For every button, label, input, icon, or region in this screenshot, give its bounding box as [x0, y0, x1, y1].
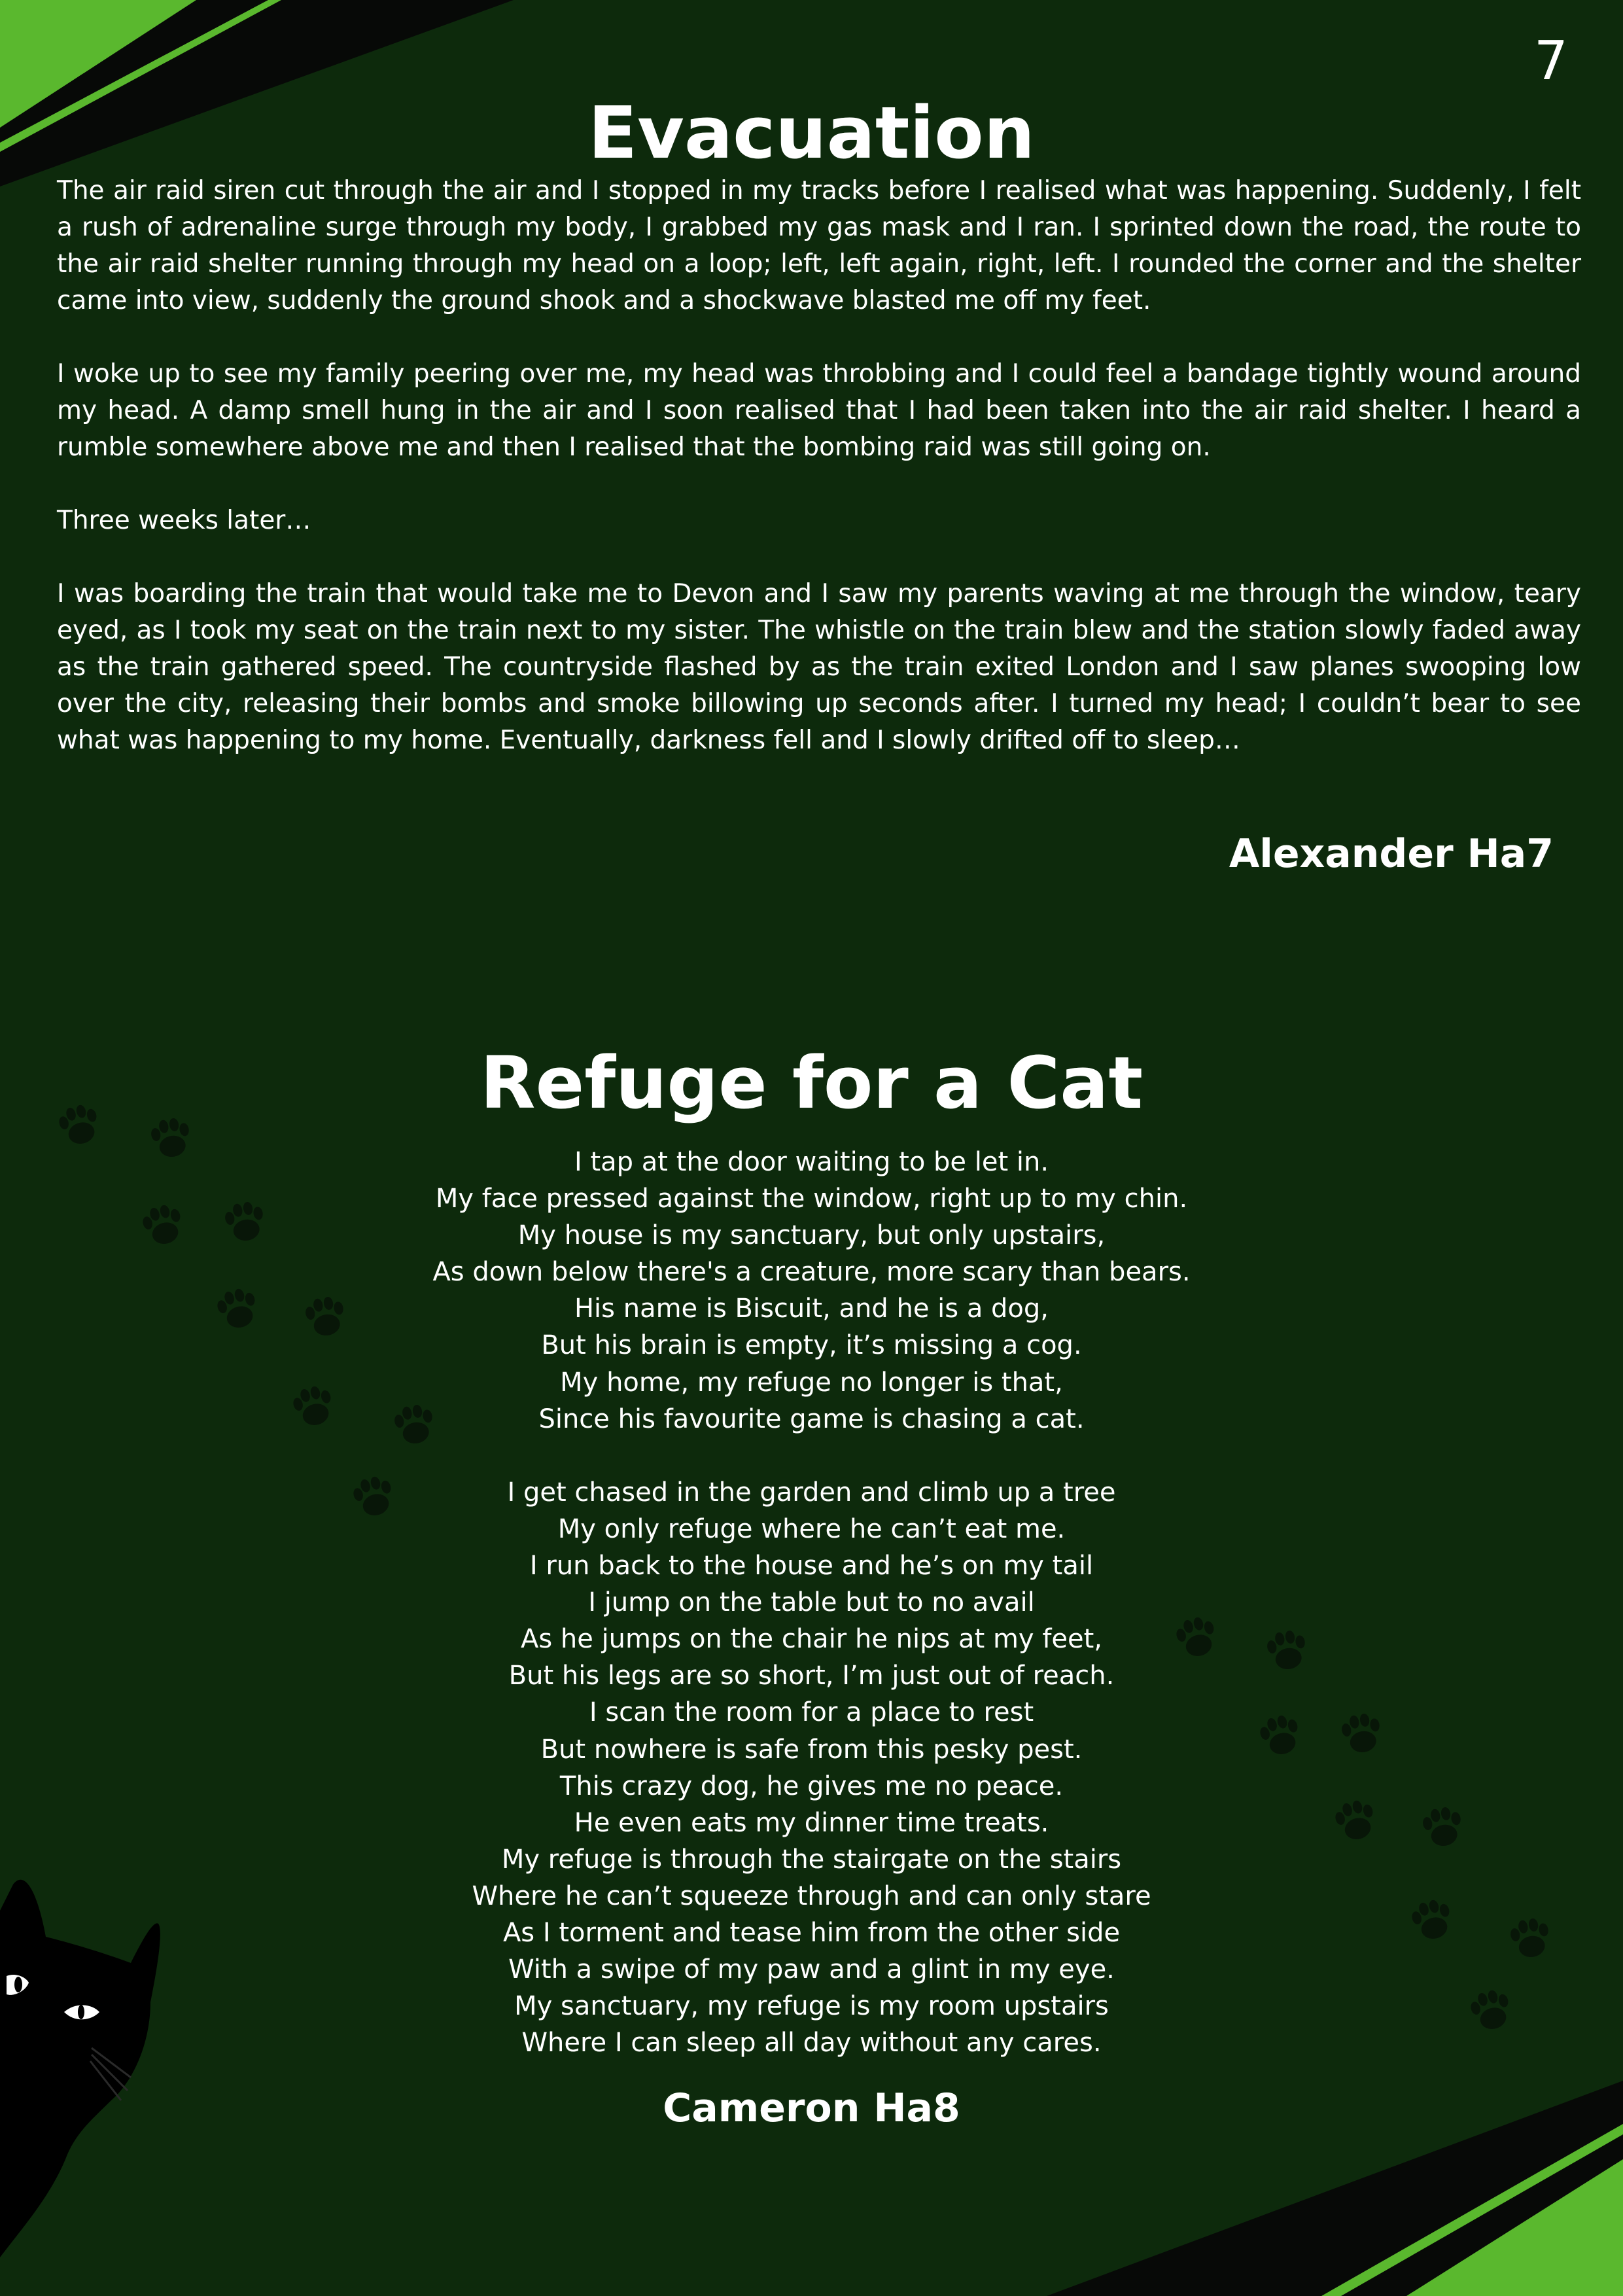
- evacuation-author: Alexander Ha7: [1229, 831, 1554, 877]
- poem-line: As I torment and tease him from the other side: [502, 1917, 1121, 1948]
- poem-line: Since his favourite game is chasing a cat.: [538, 1404, 1085, 1434]
- poem-line: Where he can’t squeeze through and can only stare: [472, 1881, 1151, 1911]
- poem-line: I get chased in the garden and climb up a tree: [507, 1477, 1116, 1508]
- poem-line: I run back to the house and he’s on my tail: [529, 1551, 1094, 1581]
- poem-line: His name is Biscuit, and he is a dog,: [574, 1294, 1049, 1324]
- poem-line: My refuge is through the stairgate on the stairs: [501, 1844, 1122, 1875]
- poem-line: He even eats my dinner time treats.: [574, 1807, 1049, 1838]
- poem-line: As down below there's a creature, more scary than bears.: [432, 1257, 1191, 1288]
- poem-line: But nowhere is safe from this pesky pest.: [540, 1734, 1083, 1765]
- poem-line: With a swipe of my paw and a glint in my eye.: [508, 1954, 1115, 1985]
- poem-line: My house is my sanctuary, but only upstairs,: [517, 1220, 1106, 1251]
- evacuation-title: Evacuation: [588, 91, 1035, 175]
- poem-line: I scan the room for a place to rest: [589, 1697, 1034, 1728]
- story-paragraph: I woke up to see my family peering over me, my head was throbbing and I could feel a bandage tightly wound around my head. A damp smell hung in the air and I soon realised that I had been taken into the air raid shelter. I heard a rumble somewhere above me and then I realised that the bombing raid was still going on.: [57, 359, 1581, 462]
- story-paragraph: The air raid siren cut through the air and I stopped in my tracks before I realised what was happening. Suddenly, I felt a rush of adrenaline surge through my body, I grabbed my gas mask and I ran. I sprinted down the road, the route to the air raid shelter running through my head on a loop; left, left again, right, left. I rounded the corner and the shelter came into view, suddenly the ground shook and a shockwave blasted me off my feet.: [57, 176, 1581, 315]
- story-paragraph: I was boarding the train that would take me to Devon and I saw my parents waving at me through the window, teary eyed, as I took my seat on the train next to my sister. The whistle on the train blew and the station slowly faded away as the train gathered speed. The countryside flashed by as the train exited London and I saw planes swooping low over the city, releasing their bombs and smoke billowing up seconds after. I turned my head; I couldn’t bear to see what was happening to my home. Eventually, darkness fell and I slowly drifted off to sleep…: [57, 579, 1581, 755]
- poem-line: I tap at the door waiting to be let in.: [574, 1147, 1049, 1177]
- poem-line: As he jumps on the chair he nips at my feet,: [520, 1624, 1103, 1655]
- poem-line: My home, my refuge no longer is that,: [560, 1367, 1063, 1398]
- poem-line: Where I can sleep all day without any cares.: [521, 2028, 1102, 2058]
- refuge-poem: [0, 1144, 1623, 2061]
- evacuation-story: [57, 173, 1581, 796]
- poem-line: My sanctuary, my refuge is my room upstairs: [514, 1991, 1109, 2022]
- poem-line: I jump on the table but to no avail: [588, 1587, 1035, 1618]
- poem-line: My face pressed against the window, right up to my chin.: [435, 1184, 1188, 1214]
- page-number: 7: [1533, 30, 1568, 92]
- stanza-break: [0, 1438, 1623, 1474]
- story-paragraph: Three weeks later…: [57, 506, 311, 535]
- poem-line: My only refuge where he can’t eat me.: [557, 1513, 1066, 1544]
- poem-line: This crazy dog, he gives me no peace.: [559, 1771, 1064, 1801]
- refuge-title: Refuge for a Cat: [480, 1041, 1143, 1125]
- refuge-author: Cameron Ha8: [663, 2085, 960, 2131]
- poem-line: But his legs are so short, I’m just out of reach.: [508, 1661, 1115, 1691]
- poem-line: But his brain is empty, it’s missing a cog.: [541, 1330, 1082, 1361]
